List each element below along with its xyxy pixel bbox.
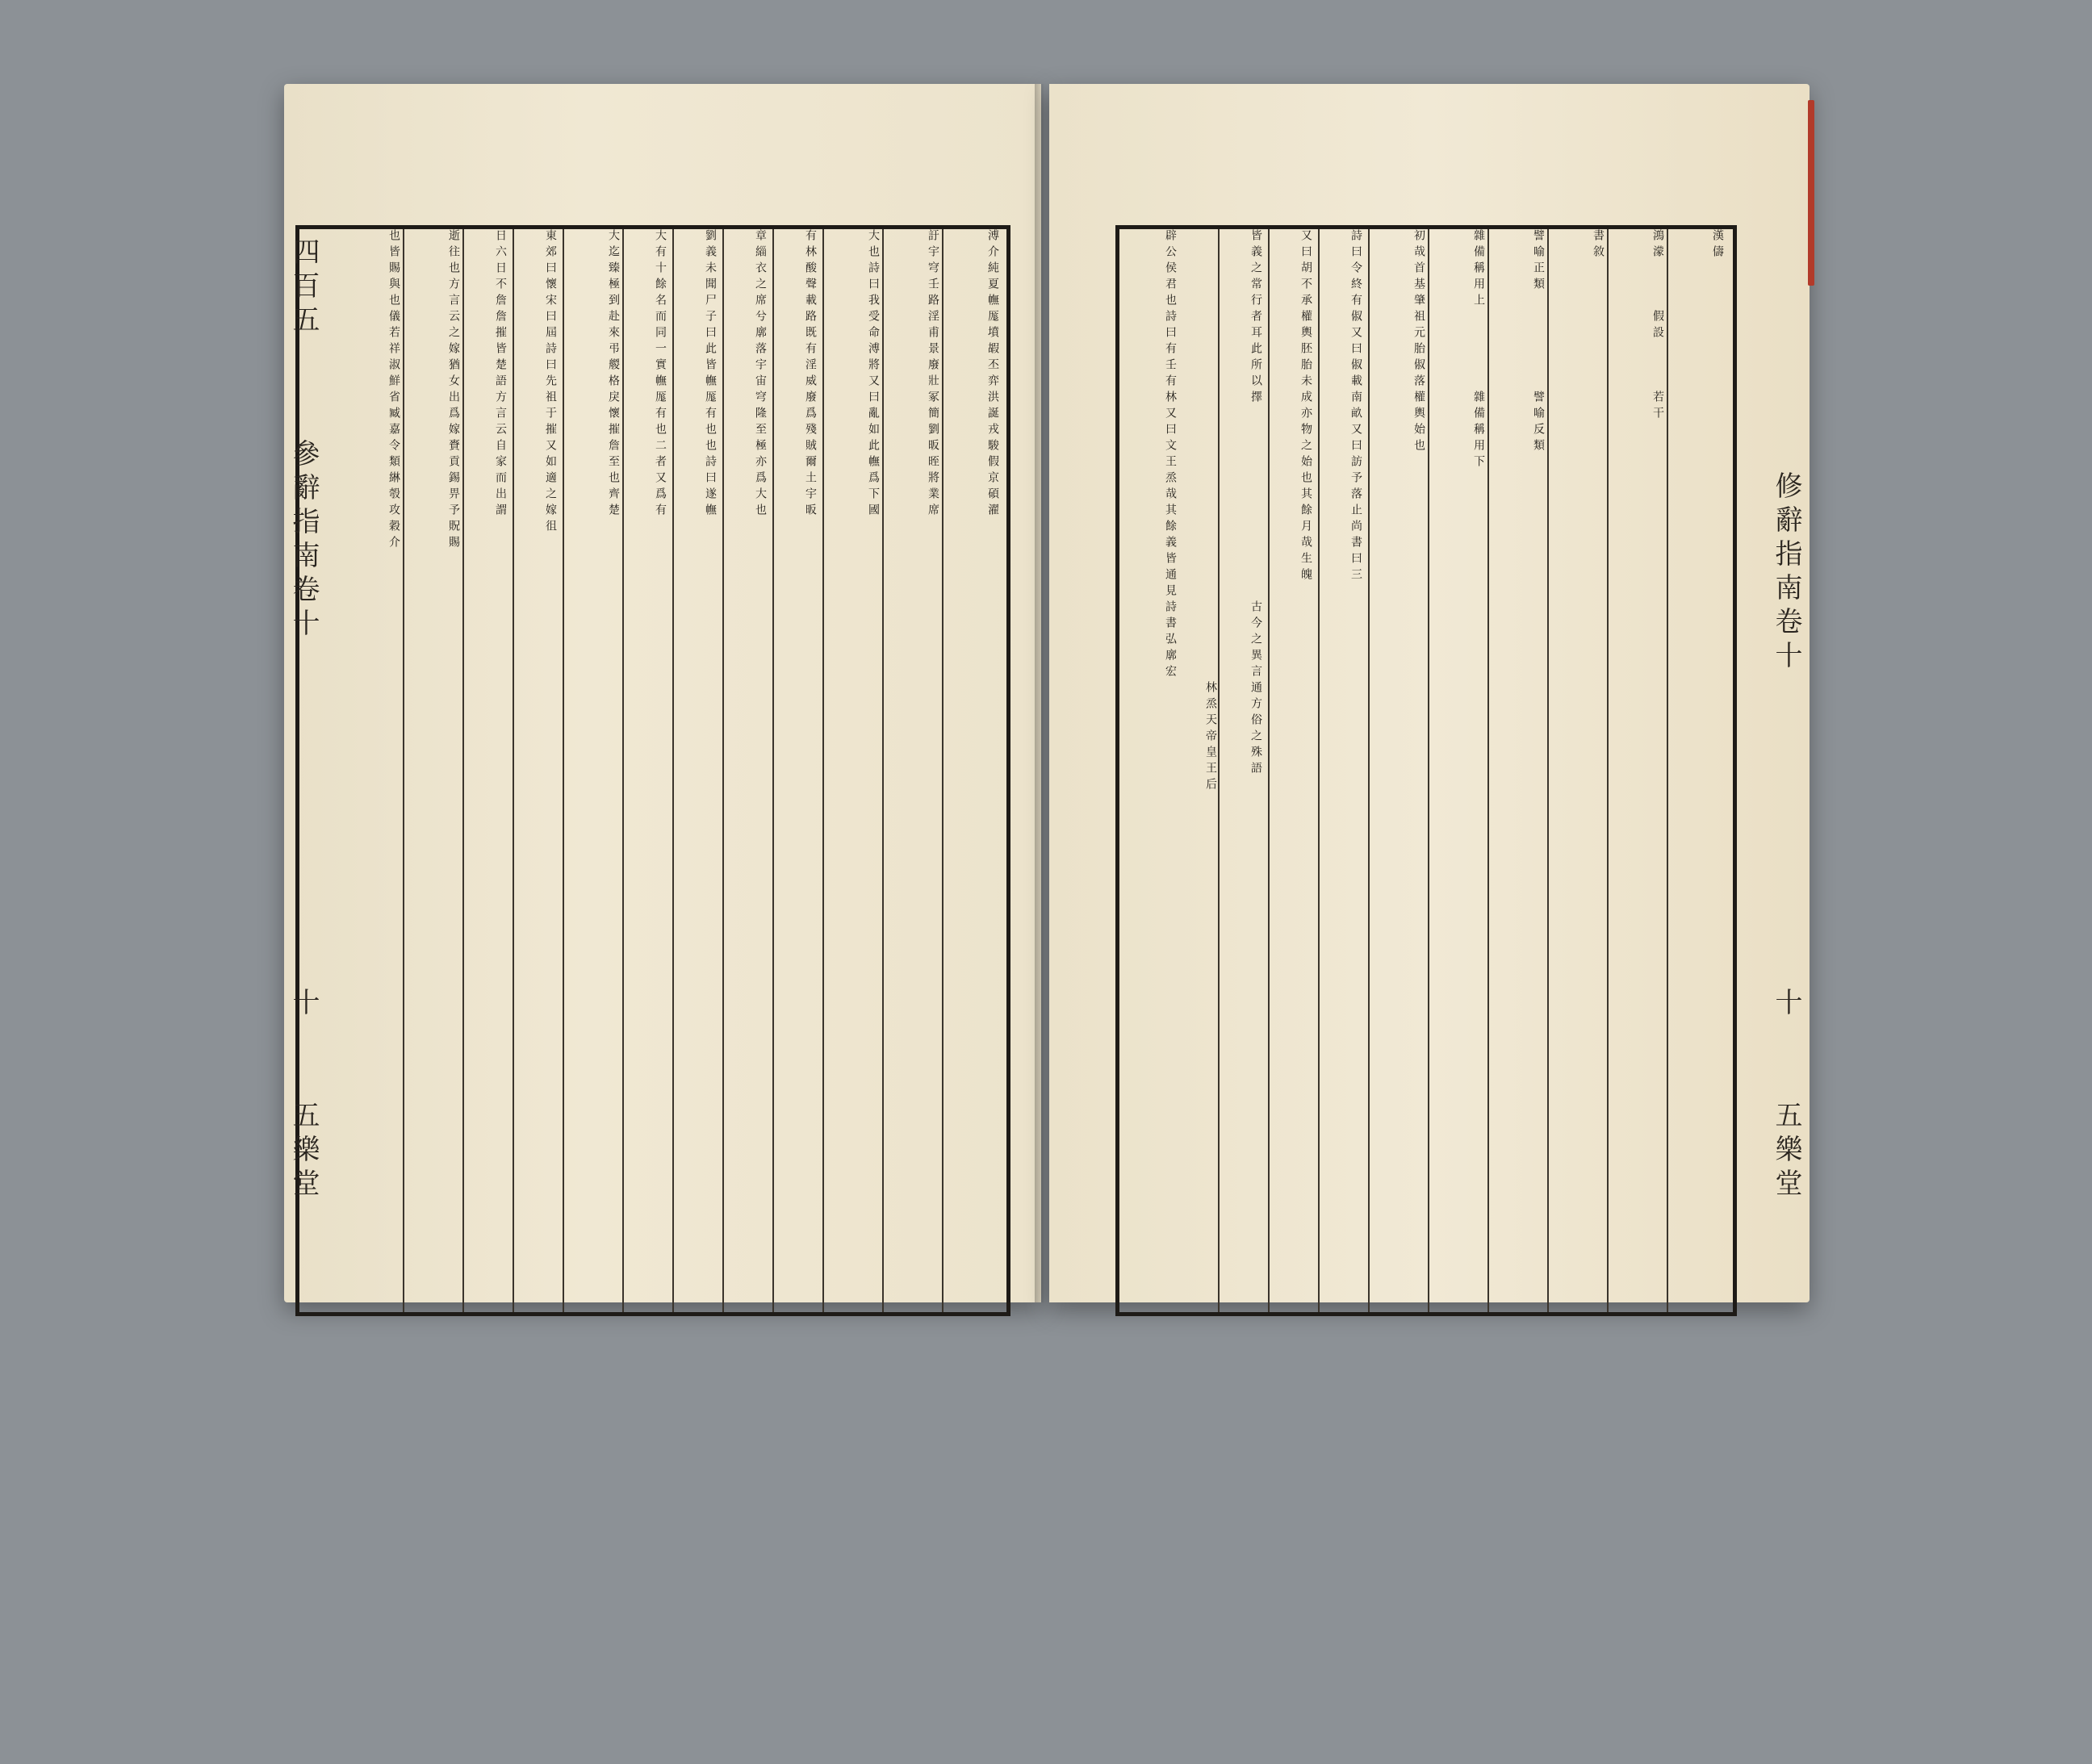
right-col-8: 又曰胡不承權輿胚胎未成亦物之始也其餘月哉生魄 [1299, 229, 1312, 584]
left-col-2: 訏宇穹壬路淫甫景廢壯冢簡劉昄晊將業席 [927, 229, 939, 520]
right-text-frame [1115, 225, 1737, 1316]
red-page-edge [1808, 100, 1814, 286]
left-margin-number: 十 [287, 988, 320, 1022]
right-page [1049, 84, 1810, 1302]
right-col-2: 鴻濛 假設 若干 [1651, 229, 1664, 423]
left-col-1: 溥介純夏幠厖墳嘏丕弈洪誕戎駿假京碩濯 [986, 229, 999, 520]
left-text-frame [295, 225, 1010, 1316]
left-margin-folio: 四百五 [287, 237, 320, 339]
right-margin-publisher: 五樂堂 [1770, 1101, 1802, 1202]
left-col-3: 大也詩曰我受命溥將又曰亂如此幠爲下國 [867, 229, 880, 520]
left-page [284, 84, 1041, 1302]
right-col-9: 皆義之常行者耳此所以擇 [1249, 229, 1262, 407]
right-col-6: 初哉首基肇祖元胎俶落權輿始也 [1412, 229, 1425, 455]
left-col-12: 也皆賜與也儀若祥淑鮮省臧嘉令類綝彀攻穀介 [387, 229, 400, 552]
right-margin-number: 十 [1770, 988, 1802, 1022]
left-col-4: 有林酸聲載路既有淫威廢爲殘賊爾土宇昄 [804, 229, 817, 520]
right-col-10: 古今之異言通方俗之殊語 [1249, 600, 1262, 778]
left-col-9: 東郊曰懷宋曰屆詩曰先祖于摧又如適之嫁徂 [544, 229, 557, 536]
right-col-11: 林烝天帝皇王后 [1204, 681, 1217, 794]
left-col-6: 劉義未聞尸子曰此皆幠厖有也也詩曰遂幠 [704, 229, 717, 520]
left-col-11: 逝往也方言云之嫁猶女出爲嫁賚貢錫畀予貺賜 [447, 229, 460, 552]
right-col-7: 詩曰令終有俶又曰俶載南畝又曰訪予落止尚書曰三 [1349, 229, 1362, 584]
left-margin-publisher: 五樂堂 [287, 1101, 320, 1202]
left-margin-title: 參辭指南卷十 [287, 439, 320, 642]
open-book [284, 84, 1810, 1302]
right-col-1: 漢儔 [1711, 229, 1724, 261]
right-col-4: 譬喻正類 譬喻反類 [1532, 229, 1545, 455]
left-col-8: 大迄臻極到赴來弔艐格戾懷摧詹至也齊楚 [607, 229, 620, 520]
right-col-12: 辟公侯君也詩曰有壬有林又曰文王烝哉其餘義皆通見詩書弘廓宏 [1164, 229, 1177, 681]
right-col-5: 雜備稱用上 雜備稱用下 [1472, 229, 1485, 471]
right-margin-title: 修辭指南卷十 [1770, 471, 1802, 675]
left-col-7: 大有十餘名而同一實幠厖有也二者又爲有 [654, 229, 667, 520]
left-col-10: 日六日不詹詹摧皆楚語方言云自家而出謂 [494, 229, 507, 520]
left-col-5: 章緇衣之席兮廓落宇宙穹隆至極亦爲大也 [754, 229, 767, 520]
right-col-3: 書敘 [1592, 229, 1605, 261]
